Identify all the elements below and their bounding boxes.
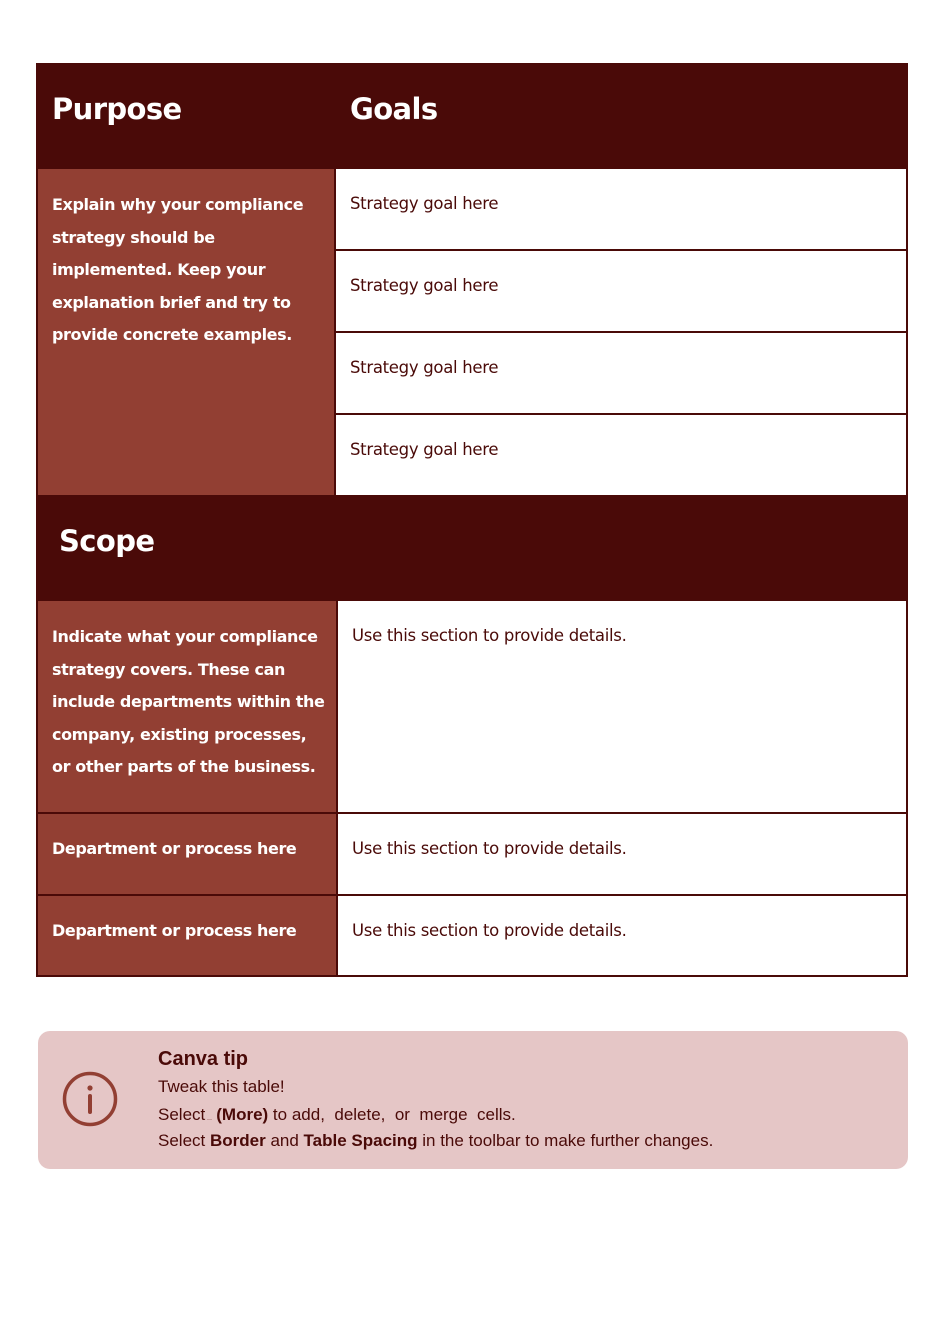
goal-cell[interactable]	[334, 331, 908, 415]
goal-text: Strategy goal here	[350, 194, 499, 213]
tip-line-2	[158, 1104, 516, 1126]
department-text: Department or process here	[52, 839, 297, 858]
tip-line-2-suffix: to add, delete, or merge cells.	[268, 1105, 516, 1124]
goal-text: Strategy goal here	[350, 440, 499, 459]
tip-line-2-prefix: Select	[158, 1105, 206, 1124]
tip-line-3-suffix: in the toolbar to make further changes.	[417, 1131, 714, 1150]
tip-title: Canva tip	[158, 1048, 249, 1070]
info-icon	[62, 1071, 118, 1127]
tip-more-label: (More)	[216, 1105, 269, 1124]
goal-text: Strategy goal here	[350, 358, 499, 377]
canva-tip-box	[38, 1031, 908, 1169]
goal-text: Strategy goal here	[350, 276, 499, 295]
scope-details-text: Use this section to provide details.	[352, 626, 627, 645]
scope-details-cell[interactable]	[336, 599, 908, 814]
goal-cell[interactable]	[334, 167, 908, 251]
purpose-description-text: Explain why your compliance strategy should be implemented. Keep your explanation brief and try to provide concrete examples.	[52, 195, 304, 344]
tip-line-1: Tweak this table!	[158, 1077, 285, 1096]
scope-description-cell[interactable]	[36, 601, 338, 813]
goal-cell[interactable]	[334, 249, 908, 333]
scope-header-row	[36, 495, 908, 601]
purpose-heading[interactable]: Purpose	[52, 92, 182, 126]
scope-details-cell[interactable]	[336, 894, 908, 977]
scope-details-cell[interactable]	[336, 812, 908, 896]
tip-line-3-mid: and	[265, 1131, 304, 1150]
scope-details-text: Use this section to provide details.	[352, 839, 627, 858]
tip-border-label: Border	[209, 1131, 266, 1150]
purpose-description-cell[interactable]	[36, 169, 336, 496]
scope-heading[interactable]: Scope	[59, 524, 155, 558]
goals-heading[interactable]: Goals	[350, 92, 438, 126]
scope-details-text: Use this section to provide details.	[352, 921, 627, 940]
goal-cell[interactable]	[334, 413, 908, 497]
purpose-goals-header-row	[36, 63, 908, 169]
tip-line-3	[158, 1130, 713, 1152]
more-icon	[207, 1119, 212, 1120]
department-cell[interactable]	[36, 812, 338, 894]
department-text: Department or process here	[52, 921, 297, 940]
tip-line-3-prefix: Select	[158, 1131, 210, 1150]
department-cell[interactable]	[36, 894, 338, 977]
scope-description-text: Indicate what your compliance strategy covers. These can include departments within the company, existing processes, or other parts of the business.	[52, 627, 325, 776]
tip-table-spacing-label: Table Spacing	[303, 1131, 418, 1150]
